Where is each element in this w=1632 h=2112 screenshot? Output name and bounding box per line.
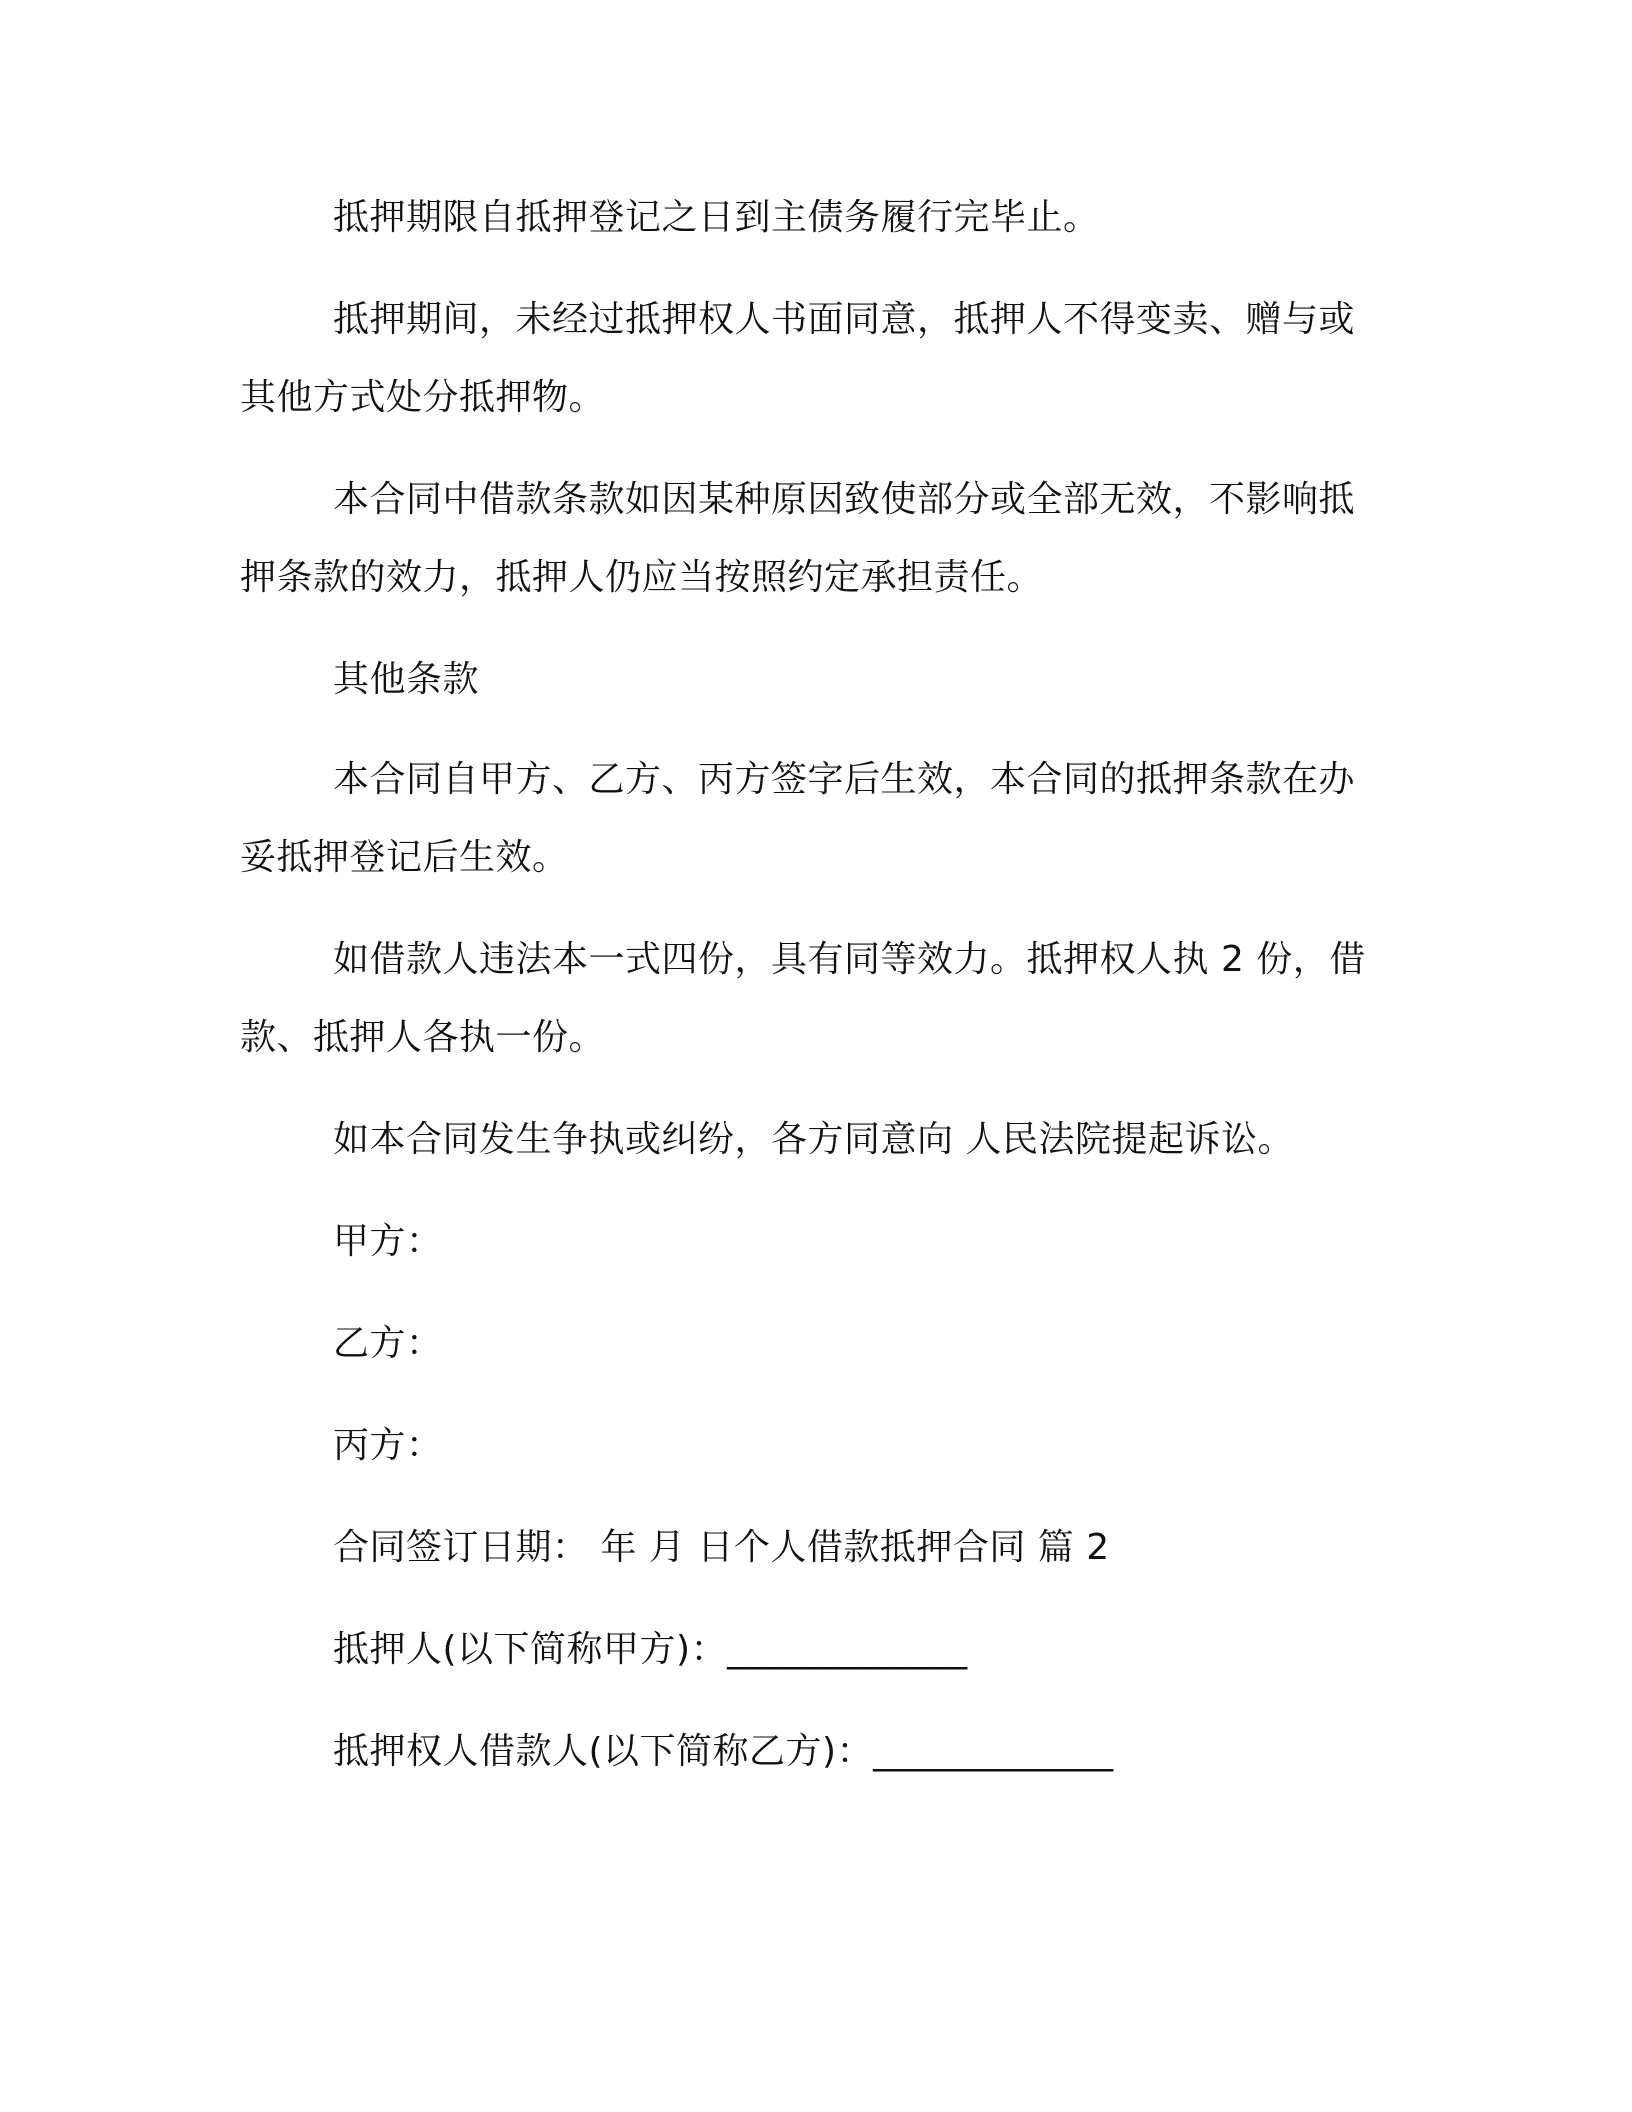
paragraph-effective-line-1: 本合同自甲方、乙方、丙方签字后生效，本合同的抵押条款在办 [333,759,1356,800]
paragraph-copies-line-1: 如借款人违法本一式四份，具有同等效力。抵押权人执 2 份，借 [333,939,1366,980]
paragraph-mortgage-period-line-2: 其他方式处分抵押物。 [240,377,606,418]
paragraph-term-duration: 抵押期限自抵押登记之日到主债务履行完毕止。 [333,197,1100,238]
paragraph-invalid-clause-line-1: 本合同中借款条款如因某种原因致使部分或全部无效，不影响抵 [333,479,1356,520]
section-heading-other-terms: 其他条款 [333,659,480,700]
paragraph-mortgage-period-line-1: 抵押期间，未经过抵押权人书面同意，抵押人不得变卖、赠与或 [333,299,1356,340]
signature-party-b: 乙方： [333,1323,443,1364]
paragraph-copies-line-2: 款、抵押人各执一份。 [240,1017,606,1058]
mortgagor-field: 抵押人(以下简称甲方)：_____________ [333,1629,968,1670]
paragraph-effective-line-2: 妥抵押登记后生效。 [240,837,569,878]
paragraph-dispute: 如本合同发生争执或纠纷，各方同意向 人民法院提起诉讼。 [333,1119,1294,1160]
mortgagee-borrower-field: 抵押权人借款人(以下简称乙方)：_____________ [333,1731,1114,1772]
paragraph-invalid-clause-line-2: 押条款的效力，抵押人仍应当按照约定承担责任。 [240,557,1044,598]
signature-party-a: 甲方： [333,1221,443,1262]
signing-date-and-title: 合同签订日期： 年 月 日个人借款抵押合同 篇 2 [333,1527,1110,1568]
signature-party-c: 丙方： [333,1425,443,1466]
